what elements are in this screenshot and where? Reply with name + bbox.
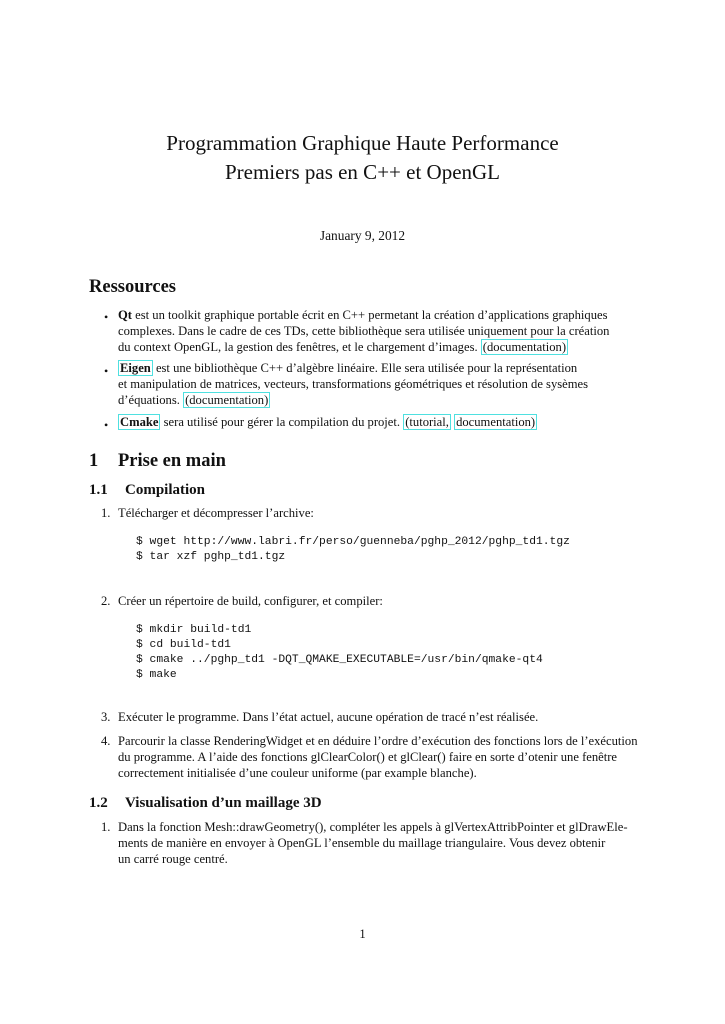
ressources-heading: Ressources	[89, 277, 177, 297]
bullet-icon: •	[104, 364, 109, 378]
step-marker: 1.	[101, 820, 111, 834]
step-text-drawgeometry: Dans la fonction Mesh::drawGeometry(), compléter les appels à glVertexAttribPointer et glDrawEle- ments de manière en envoyer à OpenGL l’ensemble du maillage triangulaire. Vous devez obtenir un carré rouge centré.	[118, 820, 628, 866]
eigen-link[interactable]: Eigen	[120, 361, 151, 375]
title-line-1: Programmation Graphique Haute Performance	[166, 131, 559, 155]
subsection-heading-visualisation: 1.2 Visualisation d’un maillage 3D	[89, 795, 322, 811]
step-marker: 2.	[101, 594, 111, 608]
cmake-link[interactable]: Cmake	[120, 415, 159, 429]
document-date: January 9, 2012	[319, 228, 406, 243]
resource-item-qt: Qt est un toolkit graphique portable écrit en C++ permetant la création d’applications graphiques complexes. Dans le cadre de ces TDs, cette bibliothèque sera utilisée uniquement pour la création du context OpenGL, la gestion des fenêtres, et le chargement d’images. (documentation)	[118, 308, 610, 354]
subsection-heading-compilation: 1.1 Compilation	[89, 482, 206, 498]
page-number: 1	[359, 927, 366, 941]
resource-item-eigen: Eigen est une bibliothèque C++ d’algèbre linéaire. Elle sera utilisée pour la représentation et manipulation de matrices, vecteurs, transformations géométriques et résolution de sysèmes d’équations. (documentation)	[118, 361, 589, 407]
step-marker: 1.	[101, 506, 111, 520]
section-heading-prise-en-main: 1 Prise en main	[89, 451, 226, 471]
step-marker: 4.	[101, 734, 111, 748]
resource-name-qt: Qt	[118, 308, 132, 322]
cmake-tutorial-link[interactable]: (tutorial,	[405, 415, 449, 429]
qt-documentation-link[interactable]: (documentation)	[482, 340, 567, 354]
title-line-2: Premiers pas en C++ et OpenGL	[224, 160, 501, 184]
step-text-renderingwidget: Parcourir la classe RenderingWidget et en déduire l’ordre d’exécution des fonctions lors de l’exécution du programme. A l’aide des fonctions glClearColor() et glClear() faire en sorte d’otenir une fenêtre correctement initialisée d’une couleur uniforme (par example blanche).	[118, 734, 638, 780]
step-text: Télécharger et décompresser l’archive:	[118, 506, 314, 520]
eigen-documentation-link[interactable]: (documentation)	[185, 393, 269, 407]
step-marker: 3.	[101, 710, 111, 724]
bullet-icon: •	[104, 418, 109, 432]
resource-item-cmake: Cmake sera utilisé pour gérer la compilation du projet. (tutorial, documentation)	[120, 415, 536, 429]
step-text: Créer un répertoire de build, configurer, et compiler:	[118, 594, 383, 608]
bullet-icon: •	[104, 310, 109, 324]
code-block-download: $ wget http://www.labri.fr/perso/guenneba/pghp_2012/pghp_td1.tgz $ tar xzf pghp_td1.tgz	[136, 536, 570, 563]
cmake-documentation-link[interactable]: documentation)	[456, 415, 536, 429]
step-text: Exécuter le programme. Dans l’état actuel, aucune opération de tracé n’est réalisée.	[118, 710, 539, 724]
code-block-build: $ mkdir build-td1 $ cd build-td1 $ cmake ../pghp_td1 -DQT_QMAKE_EXECUTABLE=/usr/bin/qmake-qt4 $ make	[136, 624, 543, 681]
document-title	[0, 129, 725, 187]
